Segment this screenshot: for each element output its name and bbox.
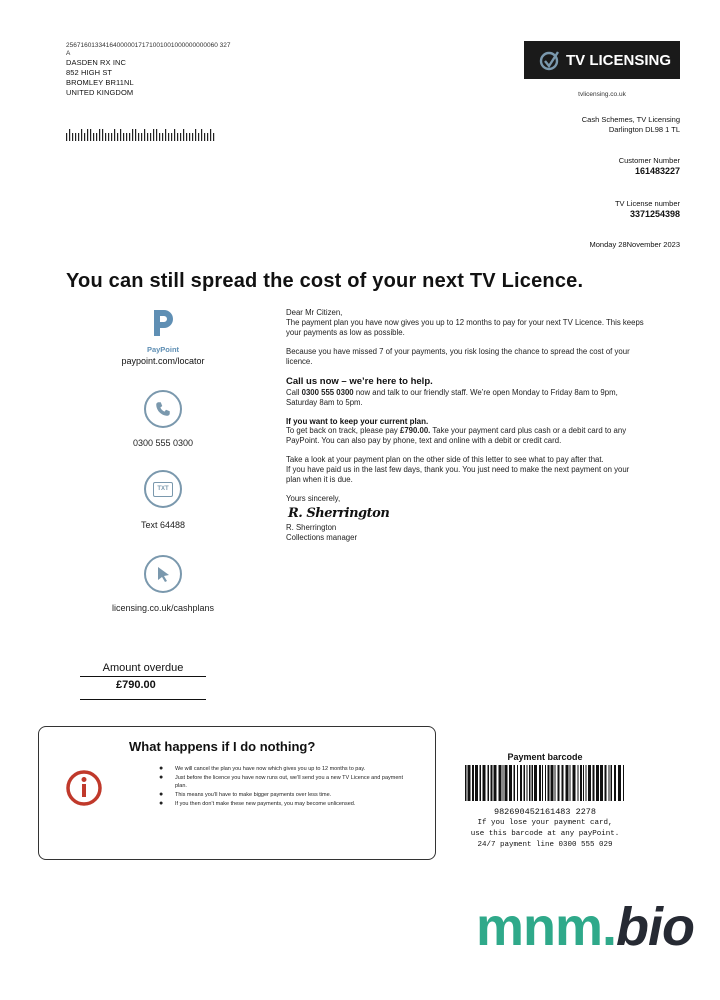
barcode-bar [600,765,603,801]
payment-line: 24/7 payment line 0300 555 029 [477,841,613,849]
web-block [88,555,238,613]
barcode-bar [494,765,497,801]
barcode-bar [505,765,508,801]
office-address [582,115,680,135]
barcode-bar [570,765,571,801]
postal-bar [192,133,193,141]
postal-bar [156,129,157,141]
licence-number-block [615,198,680,220]
warning-item-text: Just before the licence you have now runs out, we’ll send you a new TV Licence and payment plan. [175,775,403,789]
website: tvlicensing.co.uk [578,91,626,98]
barcode-bar [542,765,543,801]
barcode-bar [534,765,537,801]
barcode-bar [551,765,554,801]
barcode-bar [524,765,526,801]
paragraph-look: Take a look at your payment plan on the other side of this letter to see what to pay after that. [286,455,604,464]
postal-bar [204,133,205,141]
customer-number-block [619,155,680,177]
postal-bar [135,129,136,141]
postal-bar [120,129,121,141]
barcode-bar [532,765,534,801]
warning-item: ● We will cancel the plan you have now which gives you up to 12 months to pay. [159,765,366,772]
postal-bar [72,133,73,141]
barcode-bar [491,765,493,801]
postal-bar [111,133,112,141]
postal-bar [129,133,130,141]
signature: R. Sherrington [288,506,390,521]
warning-box [38,726,436,860]
barcode-bar [503,765,504,801]
paragraph-call [286,388,646,408]
barcode-bar [480,765,482,801]
payment-barcode-block [460,752,630,851]
paragraph-missed: Because you have missed 7 of your payments, you risk losing the chance to spread the cost of your licence. [286,347,630,366]
barcode-bar [623,765,624,801]
greeting: Dear Mr Citizen, [286,308,343,317]
barcode-bar [588,765,591,801]
payment-barcode [463,765,627,801]
postal-bar [183,129,184,141]
keep-prefix: To get back on track, please pay [286,426,400,435]
paypoint-icon [150,308,176,338]
payment-barcode-title: Payment barcode [507,752,583,762]
barcode-bar [605,765,607,801]
barcode-bar [520,765,522,801]
barcode-bar [499,765,502,801]
barcode-bar [578,765,579,801]
phone-icon [144,390,182,428]
address-line: UNITED KINGDOM [66,88,134,97]
postal-bar [207,133,208,141]
barcode-bar [514,765,516,801]
postal-bar [195,129,196,141]
paragraph-paid: If you have paid us in the last few days, thank you. You just need to make the next payment on your plan when it is due. [286,465,630,484]
barcode-bar [614,765,616,801]
barcode-bar [566,765,569,801]
barcode-bar [548,765,550,801]
customer-number: 161483227 [634,166,680,176]
postal-bar [144,129,145,141]
postal-bar [126,133,127,141]
address-line: BROMLEY BR11NL [66,78,134,87]
payment-barcode-number: 982690452161483 2278 [493,807,597,817]
postal-bar [132,129,133,141]
paypoint-block [88,308,238,366]
postal-bar [162,133,163,141]
postal-bar [66,133,67,141]
address-line: 852 HIGH ST [66,68,113,77]
postal-bar [171,133,172,141]
warning-item-text: If you then don’t make these new payments, you may become unlicensed. [175,801,356,807]
postal-bar [168,133,169,141]
paragraph-keep [286,426,646,446]
warning-item: ● This means you’ll have to make bigger payments over less time. [159,791,332,798]
watermark-left: mnm. [475,897,617,957]
postal-bar [123,133,124,141]
postal-bar [186,133,187,141]
postal-bar [159,133,160,141]
keep-rest: Take your payment card plus cash or a debit card to any PayPoint. You can also pay by phone, text and online with a debit or credit card. [286,426,627,445]
postal-bar [147,133,148,141]
watermark-logo [476,896,694,958]
barcode-bar [483,765,486,801]
postal-bar [90,129,91,141]
postal-bar [84,133,85,141]
postal-bar [165,129,166,141]
postal-bar [108,133,109,141]
barcode-bar [468,765,471,801]
postal-bar [81,129,82,141]
licence-number-label: TV License number [614,199,680,208]
barcode-bar [475,765,478,801]
cashplans-link[interactable]: licensing.co.uk/cashplans [111,603,215,613]
divider [80,699,206,700]
postal-bar [96,133,97,141]
postal-bar [102,129,103,141]
call-prefix: Call [286,388,302,397]
call-rest: now and talk to our friendly staff. We’re open Monday to Friday 8am to 9pm, Saturday 8am to 5pm. [286,388,618,407]
call-heading: Call us now – we’re here to help. [286,376,433,387]
amount-overdue-value: £790.00 [80,676,206,691]
amount-overdue-label: Amount overdue [102,662,184,674]
postal-bar [117,133,118,141]
postal-bar [69,129,70,141]
postal-bar [114,129,115,141]
phone-number[interactable]: 0300 555 0300 [132,438,194,448]
logo-text: TV LICENSING [566,51,672,69]
warning-item: ● If you then don’t make these new payments, you may become unlicensed. [159,800,356,807]
barcode-bar [580,765,582,801]
postal-bar [99,129,100,141]
letter-body [286,308,646,543]
reference-suffix: A [66,50,71,57]
text-number: Text 64488 [140,520,186,530]
closing: Yours sincerely, [286,494,341,503]
paragraph-plan: The payment plan you have now gives you up to 12 months to pay for your next TV Licence. This keeps your payments as low as possible. [286,318,644,337]
barcode-bar [611,765,613,801]
postal-bar [201,129,202,141]
barcode-bar [586,765,587,801]
page-title: You can still spread the cost of your next TV Licence. [66,270,584,292]
postal-bar [138,133,139,141]
postal-bar [174,129,175,141]
barcode-bar [545,765,546,801]
postal-bar [153,129,154,141]
barcode-bar [593,765,595,801]
barcode-bar [529,765,531,801]
licence-number: 3371254398 [629,209,680,219]
recipient-address [66,58,134,98]
letter-date: Monday 28November 2023 [589,240,680,249]
office-line: Darlington DL98 1 TL [608,125,680,134]
phone-block [88,390,238,448]
warning-title: What happens if I do nothing? [129,739,316,754]
info-warning-icon [65,769,103,812]
postal-bar [177,133,178,141]
postal-bar [141,133,142,141]
keep-amount: £790.00. [400,426,431,435]
barcode-bar [573,765,576,801]
warning-item-text: This means you’ll have to make bigger payments over less time. [175,792,332,798]
tick-icon [538,49,560,71]
postal-bar [87,129,88,141]
postal-bar [105,133,106,141]
postal-bar [198,133,199,141]
barcode-bar [488,765,490,801]
postal-bar [210,129,211,141]
postal-bar [189,133,190,141]
barcode-bar [555,765,556,801]
barcode-bar [539,765,541,801]
call-number: 0300 555 0300 [301,388,354,397]
postal-bar [93,133,94,141]
barcode-bar [583,765,584,801]
warning-list [159,765,405,808]
paypoint-brand: PayPoint [146,345,180,354]
warning-item: ● Just before the licence you have now runs out, we’ll send you a new TV Licence and payment plan. [159,774,403,789]
postal-bar [75,133,76,141]
reference-number: 256716013341640000017171001001000000000060 327 [66,42,231,49]
customer-number-label: Customer Number [618,156,680,165]
barcode-bar [609,765,610,801]
barcode-bar [517,765,518,801]
payment-lost-card-text: If you lose your payment card, [477,819,613,827]
text-block [88,470,238,530]
signatory-title: Collections manager [286,533,358,542]
barcode-bar [527,765,528,801]
signatory-name: R. Sherrington [286,523,337,532]
postal-bar [180,133,181,141]
barcode-bar [558,765,560,801]
postal-bar [78,133,79,141]
barcode-bar [618,765,621,801]
address-line: DASDEN RX INC [66,58,127,67]
warning-item-text: We will cancel the plan you have now which gives you up to 12 months to pay. [175,766,366,772]
amount-overdue [80,662,206,700]
barcode-bar [596,765,599,801]
sms-icon [144,470,182,508]
barcode-bar [472,765,474,801]
tv-licensing-logo [524,41,680,79]
payment-use-barcode-text: use this barcode at any payPoint. [470,830,620,838]
cursor-icon [144,555,182,593]
barcode-bar [465,765,467,801]
paypoint-link[interactable]: paypoint.com/locator [121,356,205,366]
keep-plan-heading: If you want to keep your current plan. [286,417,429,426]
txt-label: TXT [153,482,173,497]
reference-line [66,42,230,58]
barcode-bar [562,765,564,801]
postal-barcode [66,128,216,146]
postal-bar [150,133,151,141]
barcode-bar [509,765,512,801]
watermark-right: bio [616,897,694,957]
postal-bar [213,133,214,141]
office-line: Cash Schemes, TV Licensing [581,115,680,124]
